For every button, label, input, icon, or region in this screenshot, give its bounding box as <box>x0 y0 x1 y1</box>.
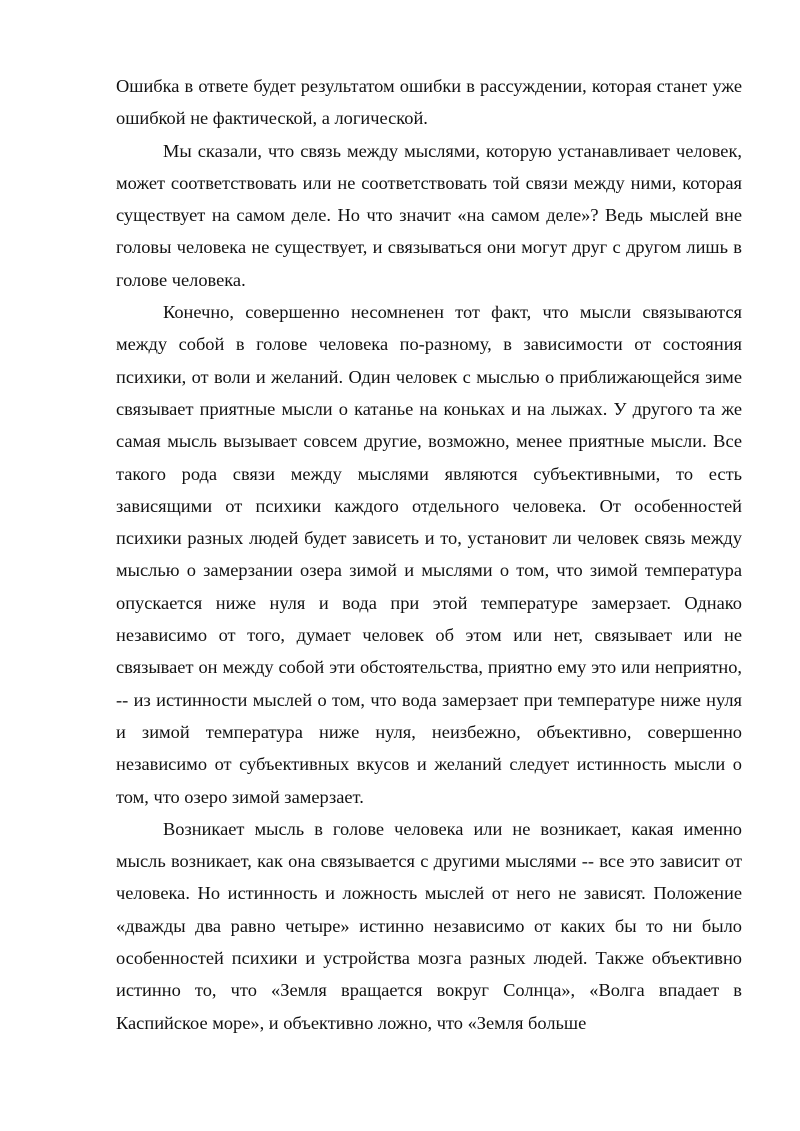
paragraph-3: Конечно, совершенно несомненен тот факт, что мысли связываются между собой в голове человека по-разному, в зависимости от состояния психики, от воли и желаний. Один человек с мыслью о приближающейся зиме связывает приятные мысли о катанье на коньках и на лыжах. У другого та же самая мысль вызывает совсем другие, возможно, менее приятные мысли. Все такого рода связи между мыслями являются субъективными, то есть зависящими от психики каждого отдельного человека. От особенностей психики разных людей будет зависеть и то, установит ли человек связь между мыслью о замерзании озера зимой и мыслями о том, что зимой температура опускается ниже нуля и вода при этой температуре замерзает. Однако независимо от того, думает человек об этом или нет, связывает или не связывает он между собой эти обстоятельства, приятно ему это или неприятно, -- из истинности мыслей о том, что вода замерзает при температуре ниже нуля и зимой температура ниже нуля, неизбежно, объективно, совершенно независимо от субъективных вкусов и желаний следует истинность мысли о том, что озеро зимой замерзает. <box>116 302 742 807</box>
paragraph-4: Возникает мысль в голове человека или не возникает, какая именно мысль возникает, как она связывается с другими мыслями -- все это зависит от человека. Но истинность и ложность мыслей от него не зависят. Положение «дважды два равно четыре» истинно независимо от каких бы то ни было особенностей психики и устройства мозга разных людей. Также объективно истинно то, что «Земля вращается вокруг Солнца», «Волга впадает в Каспийское море», и объективно ложно, что «Земля больше <box>116 818 742 1033</box>
paragraph-2: Мы сказали, что связь между мыслями, которую устанавливает человек, может соответствовать или не соответствовать той связи между ними, которая существует на самом деле. Но что значит «на самом деле»? Ведь мыслей вне головы человека не существует, и связываться они могут друг с другом лишь в голове человека. <box>116 140 742 290</box>
document-page <box>116 70 742 1039</box>
paragraph-1: Ошибка в ответе будет результатом ошибки в рассуждении, которая станет уже ошибкой не фактической, а логической. <box>116 76 742 129</box>
